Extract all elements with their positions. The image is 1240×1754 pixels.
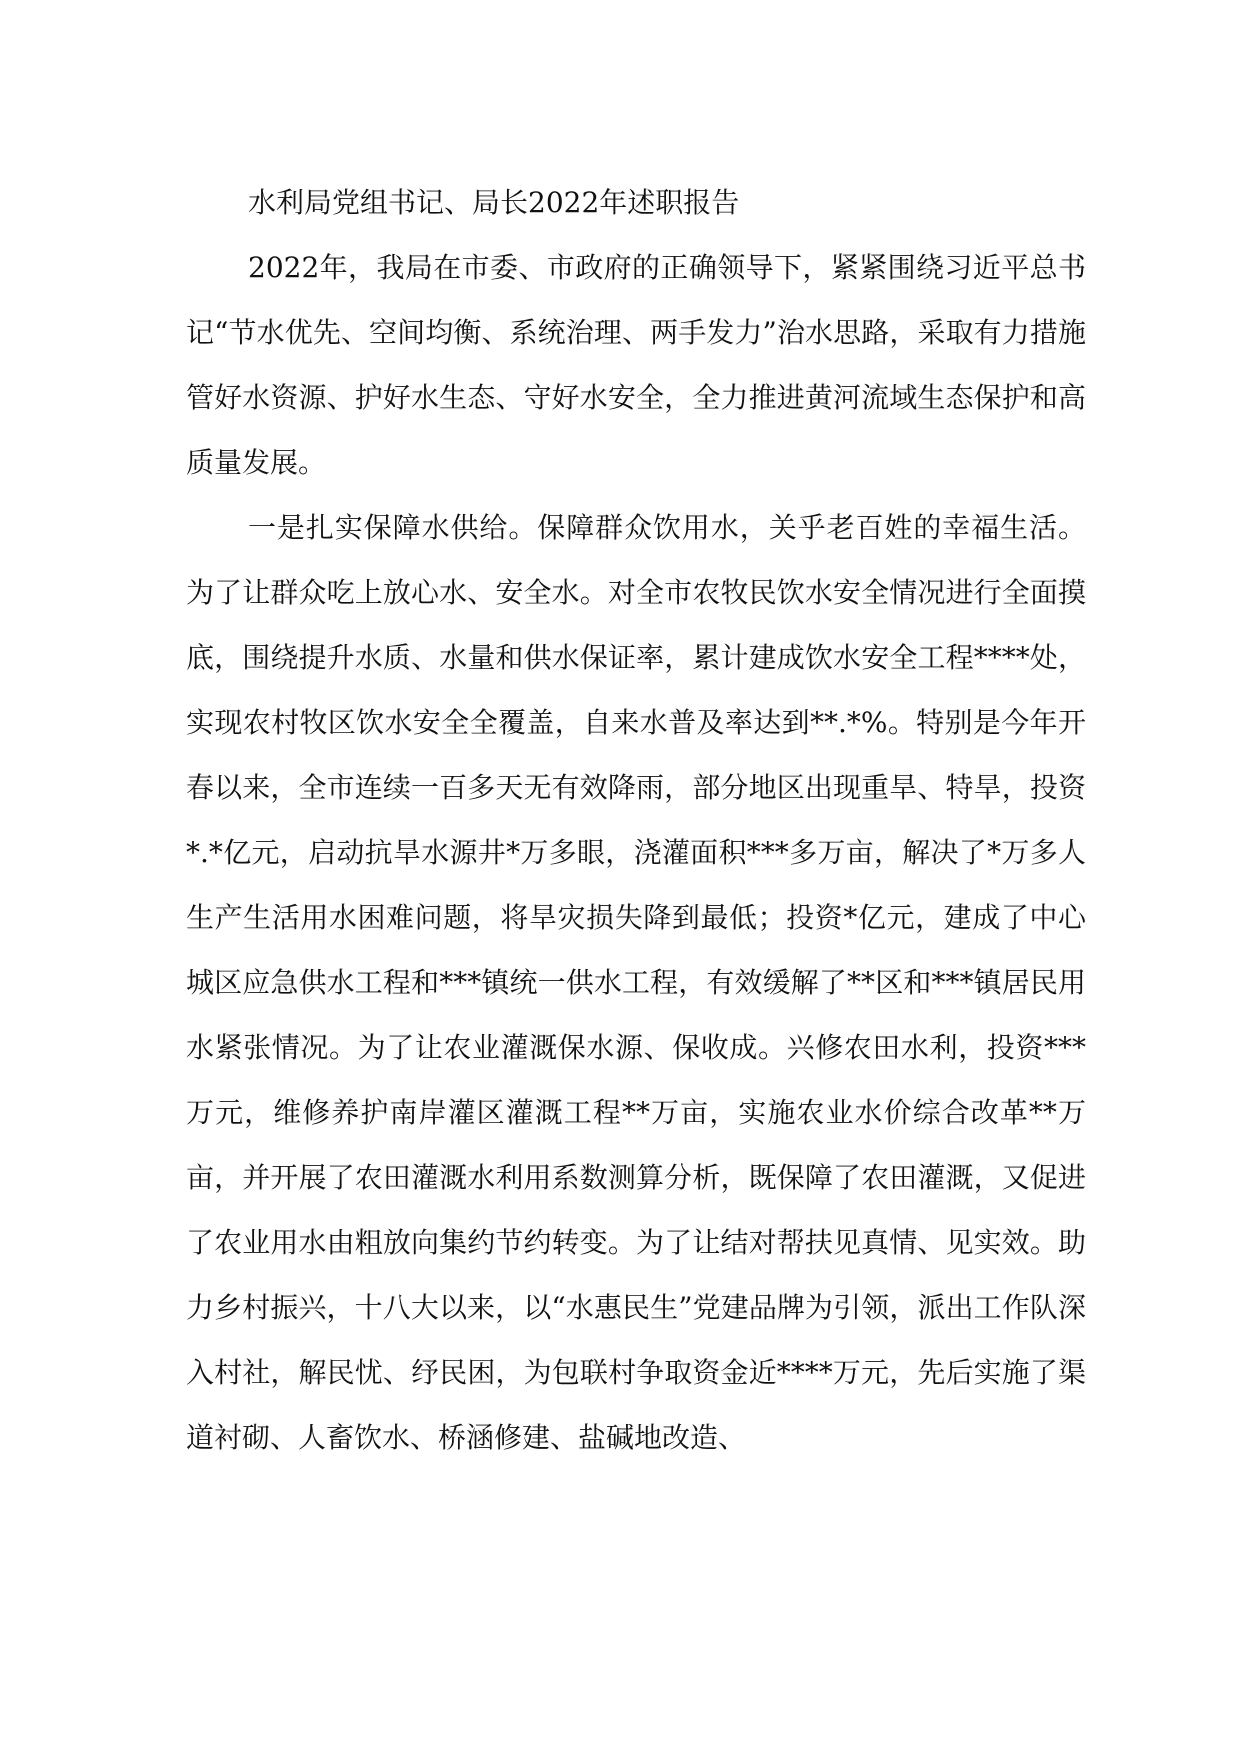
document-body	[186, 170, 1086, 1470]
paragraph-intro: 2022年，我局在市委、市政府的正确领导下，紧紧围绕习近平总书记“节水优先、空间均衡、系统治理、两手发力”治水思路，采取有力措施管好水资源、护好水生态、守好水安全，全力推进黄河流域生态保护和高质量发展。	[186, 251, 1086, 479]
document-title: 水利局党组书记、局长2022年述职报告	[248, 186, 740, 219]
paragraph-water-supply: 一是扎实保障水供给。保障群众饮用水，关乎老百姓的幸福生活。为了让群众吃上放心水、安全水。对全市农牧民饮水安全情况进行全面摸底，围绕提升水质、水量和供水保证率，累计建成饮水安全工程****处，实现农村牧区饮水安全全覆盖，自来水普及率达到**.*%。特别是今年开春以来，全市连续一百多天无有效降雨，部分地区出现重旱、特旱，投资*.*亿元，启动抗旱水源井*万多眼，浇灌面积***多万亩，解决了*万多人生产生活用水困难问题，将旱灾损失降到最低；投资*亿元，建成了中心城区应急供水工程和***镇统一供水工程，有效缓解了**区和***镇居民用水紧张情况。为了让农业灌溉保水源、保收成。兴修农田水利，投资***万元，维修养护南岸灌区灌溉工程**万亩，实施农业水价综合改革**万亩，并开展了农田灌溉水利用系数测算分析，既保障了农田灌溉，又促进了农业用水由粗放向集约节约转变。为了让结对帮扶见真情、见实效。助力乡村振兴，十八大以来，以“水惠民生”党建品牌为引领，派出工作队深入村社，解民忧、纾民困，为包联村争取资金近****万元，先后实施了渠道衬砌、人畜饮水、桥涵修建、盐碱地改造、	[186, 511, 1086, 1454]
